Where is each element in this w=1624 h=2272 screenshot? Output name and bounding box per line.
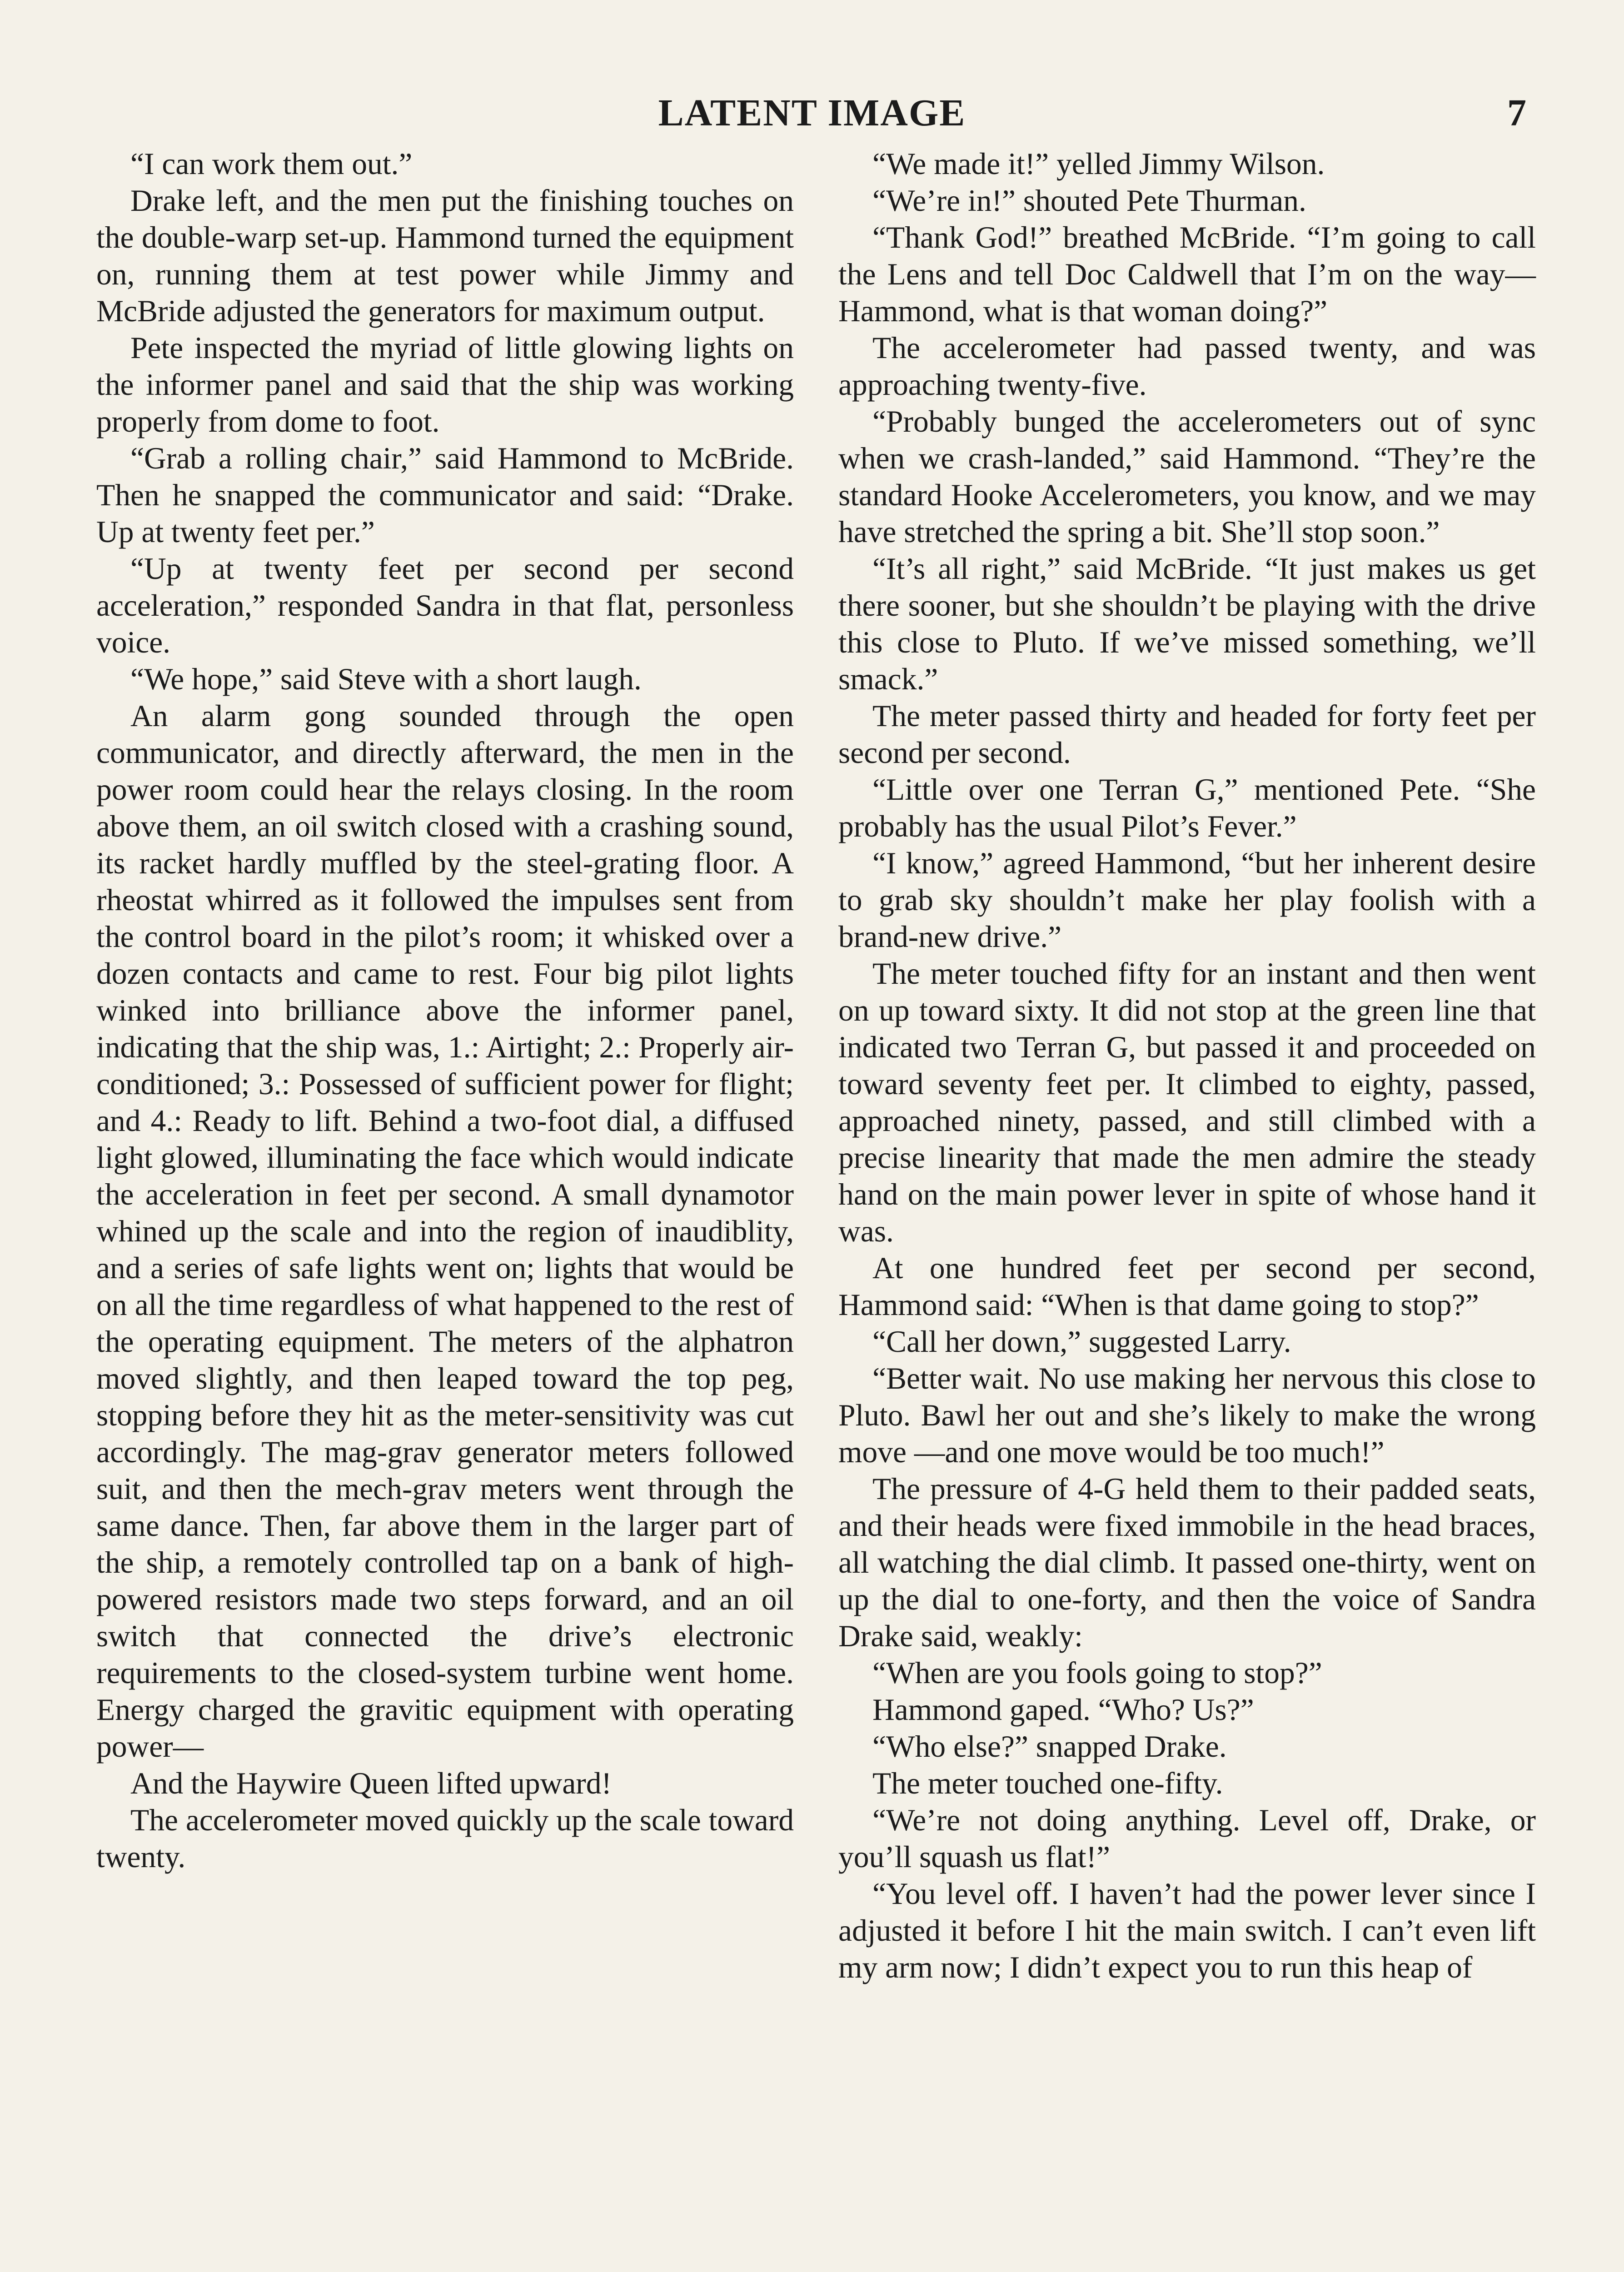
paragraph: “We’re not doing anything. Level off, Drake, or you’ll squash us flat!” xyxy=(838,1803,1536,1874)
paragraph: “I can work them out.” xyxy=(130,147,413,181)
paragraph: “Probably bunged the accelerometers out of sync when we crash-landed,” said Hammond. “They’re the standard Hooke Accelerometers, you know, and we may have stretched the spring a bit. She’ll stop soon.” xyxy=(838,404,1536,549)
paragraph: The meter touched fifty for an instant and then went on up toward sixty. It did not stop at the green line that indicated two Terran G, but passed it and proceeded on toward seventy feet per. It climbed to eighty, passed, approached ninety, passed, and still climbed with a precise linearity that made the men admire the steady hand on the main power lever in spite of whose hand it was. xyxy=(838,957,1536,1248)
paragraph: “It’s all right,” said McBride. “It just makes us get there sooner, but she shouldn’t be playing with the drive this close to Pluto. If we’ve missed something, we’ll smack.” xyxy=(838,552,1536,696)
paragraph: “You level off. I haven’t had the power lever since I adjusted it before I hit the main switch. I can’t even lift my arm now; I didn’t expect you to run this heap of xyxy=(838,1877,1536,1984)
paragraph: “When are you fools going to stop?” xyxy=(872,1656,1322,1690)
paragraph: “We hope,” said Steve with a short laugh. xyxy=(130,662,642,696)
paragraph: “Little over one Terran G,” mentioned Pete. “She probably has the usual Pilot’s Fever.” xyxy=(838,772,1536,843)
page-number: 7 xyxy=(1507,92,1526,134)
paragraph: “Who else?” snapped Drake. xyxy=(872,1729,1227,1764)
paragraph: At one hundred feet per second per second, Hammond said: “When is that dame going to stop?” xyxy=(838,1251,1536,1322)
paragraph: Pete inspected the myriad of little glowing lights on the informer panel and said that the ship was working properly from dome to foot. xyxy=(96,331,794,438)
paragraph: “We made it!” yelled Jimmy Wilson. xyxy=(872,147,1325,181)
paragraph: “Up at twenty feet per second per second acceleration,” responded Sandra in that flat, personless voice. xyxy=(96,552,794,659)
paragraph: “Call her down,” suggested Larry. xyxy=(872,1325,1291,1359)
paragraph: The meter touched one-fifty. xyxy=(872,1766,1223,1800)
paragraph: The accelerometer moved quickly up the scale toward twenty. xyxy=(96,1803,794,1874)
paragraph: Drake left, and the men put the finishing touches on the double-warp set-up. Hammond turned the equipment on, running them at test power while Jimmy and McBride adjusted the generators for maximum output. xyxy=(96,184,794,328)
left-column xyxy=(96,145,794,1875)
paragraph: Hammond gaped. “Who? Us?” xyxy=(872,1693,1254,1727)
paragraph: The meter passed thirty and headed for forty feet per second per second. xyxy=(838,699,1536,770)
paragraph: The accelerometer had passed twenty, and was approaching twenty-five. xyxy=(838,331,1536,402)
paragraph: An alarm gong sounded through the open communicator, and directly afterward, the men in the power room could hear the relays closing. In the room above them, an oil switch closed with a crashing sound, its racket hardly muffled by the steel-grating floor. A rheostat whirred as it followed the impulses sent from the control board in the pilot’s room; it whisked over a dozen contacts and came to rest. Four big pilot lights winked into brilliance above the informer panel, indicating that the ship was, 1.: Airtight; 2.: Properly air-conditioned; 3.: Possessed of sufficient power for flight; and 4.: Ready to lift. Behind a two-foot dial, a diffused light glowed, illuminating the face which would indicate the acceleration in feet per second. A small dynamotor whined up the scale and into the region of inaudiblity, and a series of safe lights went on; lights that would be on all the time regardless of what happened to the rest of the operating equipment. The meters of the alphatron moved slightly, and then leaped toward the top peg, stopping before they hit as the meter-sensitivity was cut accordingly. The mag-grav generator meters followed suit, and then the mech-grav meters went through the same dance. Then, far above them in the larger part of the ship, a remotely controlled tap on a bank of high-powered resistors made two steps forward, and an oil switch that connected the drive’s electronic requirements to the closed-system turbine went home. Energy charged the gravitic equipment with operating power— xyxy=(96,699,794,1764)
right-column xyxy=(838,145,1536,1986)
running-title: LATENT IMAGE xyxy=(658,92,966,134)
paragraph: And the Haywire Queen lifted upward! xyxy=(130,1766,612,1800)
paragraph: “We’re in!” shouted Pete Thurman. xyxy=(872,184,1306,218)
paragraph: “Grab a rolling chair,” said Hammond to McBride. Then he snapped the communicator and said: “Drake. Up at twenty feet per.” xyxy=(96,441,794,549)
paragraph: “Thank God!” breathed McBride. “I’m going to call the Lens and tell Doc Caldwell that I’m on the way— Hammond, what is that woman doing?” xyxy=(838,220,1536,328)
paragraph: The pressure of 4-G held them to their padded seats, and their heads were fixed immobile in the head braces, all watching the dial climb. It passed one-thirty, went on up the dial to one-forty, and then the voice of Sandra Drake said, weakly: xyxy=(838,1472,1536,1653)
paragraph: “Better wait. No use making her nervous this close to Pluto. Bawl her out and she’s likely to make the wrong move —and one move would be too much!” xyxy=(838,1361,1536,1469)
paragraph: “I know,” agreed Hammond, “but her inherent desire to grab sky shouldn’t make her play foolish with a brand-new drive.” xyxy=(838,846,1536,954)
page-header xyxy=(0,91,1624,141)
